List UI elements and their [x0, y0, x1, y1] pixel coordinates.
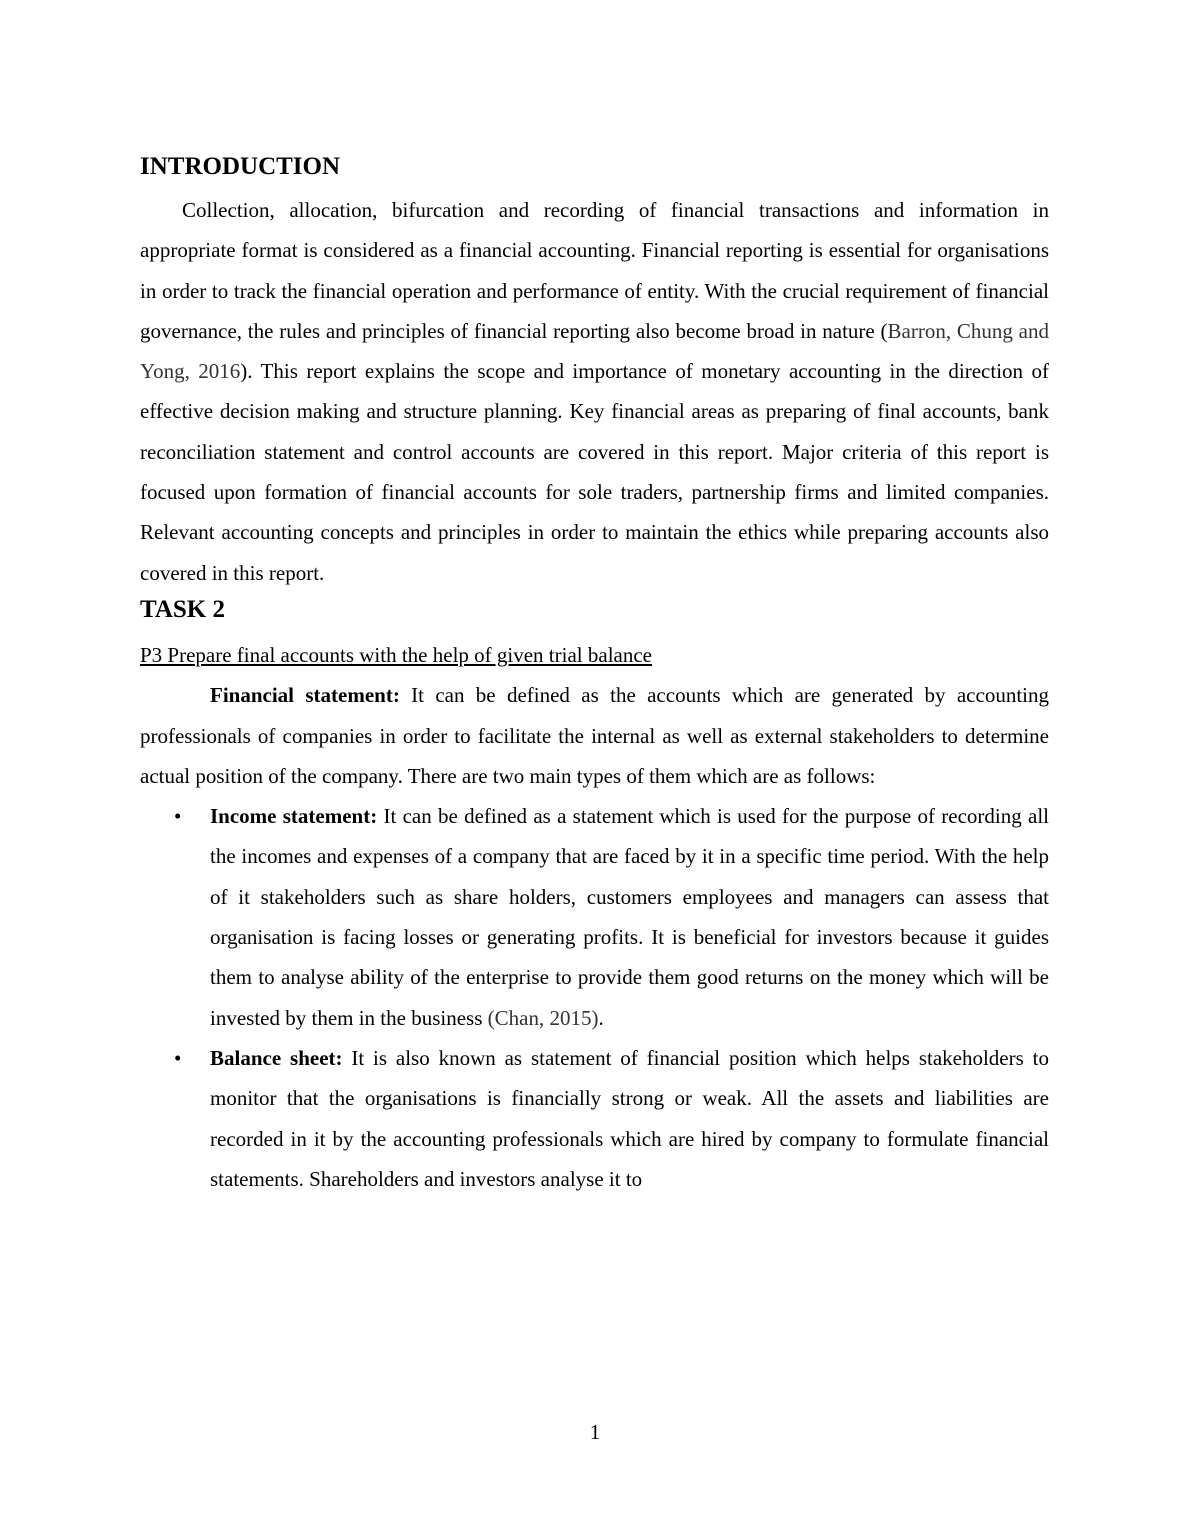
page-content: [140, 150, 1049, 1199]
financial-statement-term: Financial statement:: [210, 683, 400, 708]
bullet-icon: •: [174, 804, 182, 829]
financial-statement-paragraph: [140, 675, 1049, 796]
income-statement-text: It can be defined as a statement which is used for the purpose of recording all the incomes and expenses of a company that are faced by it in a specific time period. With the help of it stakeholders such as share holders, customers employees and managers can assess that organisation is facing losses or generating profits. It is beneficial for investors because it guides them to analyse ability of the enterprise to provide them good returns on the money which will be invested by them in the business: [210, 804, 1049, 1030]
list-item-balance-sheet: [140, 1038, 1049, 1199]
bullet-icon: •: [174, 1045, 182, 1070]
income-statement-term: Income statement:: [210, 804, 378, 829]
balance-sheet-text: It is also known as statement of financial position which helps stakeholders to monitor that the organisations is financially strong or weak. All the assets and liabilities are recorded in it by the accounting professionals which are hired by company to formulate financial statements. Shareholders and investors analyse it to: [210, 1045, 1049, 1191]
introduction-heading: INTRODUCTION: [140, 153, 341, 180]
task2-heading: TASK 2: [140, 595, 225, 623]
income-statement-citation: (Chan, 2015): [487, 1005, 599, 1030]
introduction-paragraph: [140, 190, 1049, 593]
intro-text-start: Collection, allocation, bifurcation and recording of financial transactions and information in appropriate format is considered as a financial accounting. Financial reporting is essential for organisations in order to track the financial operation and performance of entity. With the crucial requirement of financial governance, the rules and principles of financial reporting also become broad in nature (: [140, 198, 1049, 343]
p3-subheading: P3 Prepare final accounts with the help of given trial balance: [140, 642, 652, 667]
statement-types-list: [140, 796, 1049, 1199]
list-item-income-statement: [140, 796, 1049, 1038]
page-number: 1: [589, 1420, 601, 1444]
income-statement-end: .: [598, 1005, 604, 1030]
intro-text-end: ). This report explains the scope and importance of monetary accounting in the direction of effective decision making and structure planning. Key financial areas as preparing of final accounts, bank reconciliation statement and control accounts are covered in this report. Major criteria of this report is focused upon formation of financial accounts for sole traders, partnership firms and limited companies. Relevant accounting concepts and principles in order to maintain the ethics while preparing accounts also covered in this report.: [140, 359, 1049, 585]
financial-statement-text: It can be defined as the accounts which are generated by accounting professionals of companies in order to facilitate the internal as well as external stakeholders to determine actual position of the company. There are two main types of them which are as follows:: [140, 683, 1049, 788]
intro-citation: Barron, Chung and Yong, 2016: [140, 318, 1049, 384]
balance-sheet-term: Balance sheet:: [210, 1045, 343, 1070]
